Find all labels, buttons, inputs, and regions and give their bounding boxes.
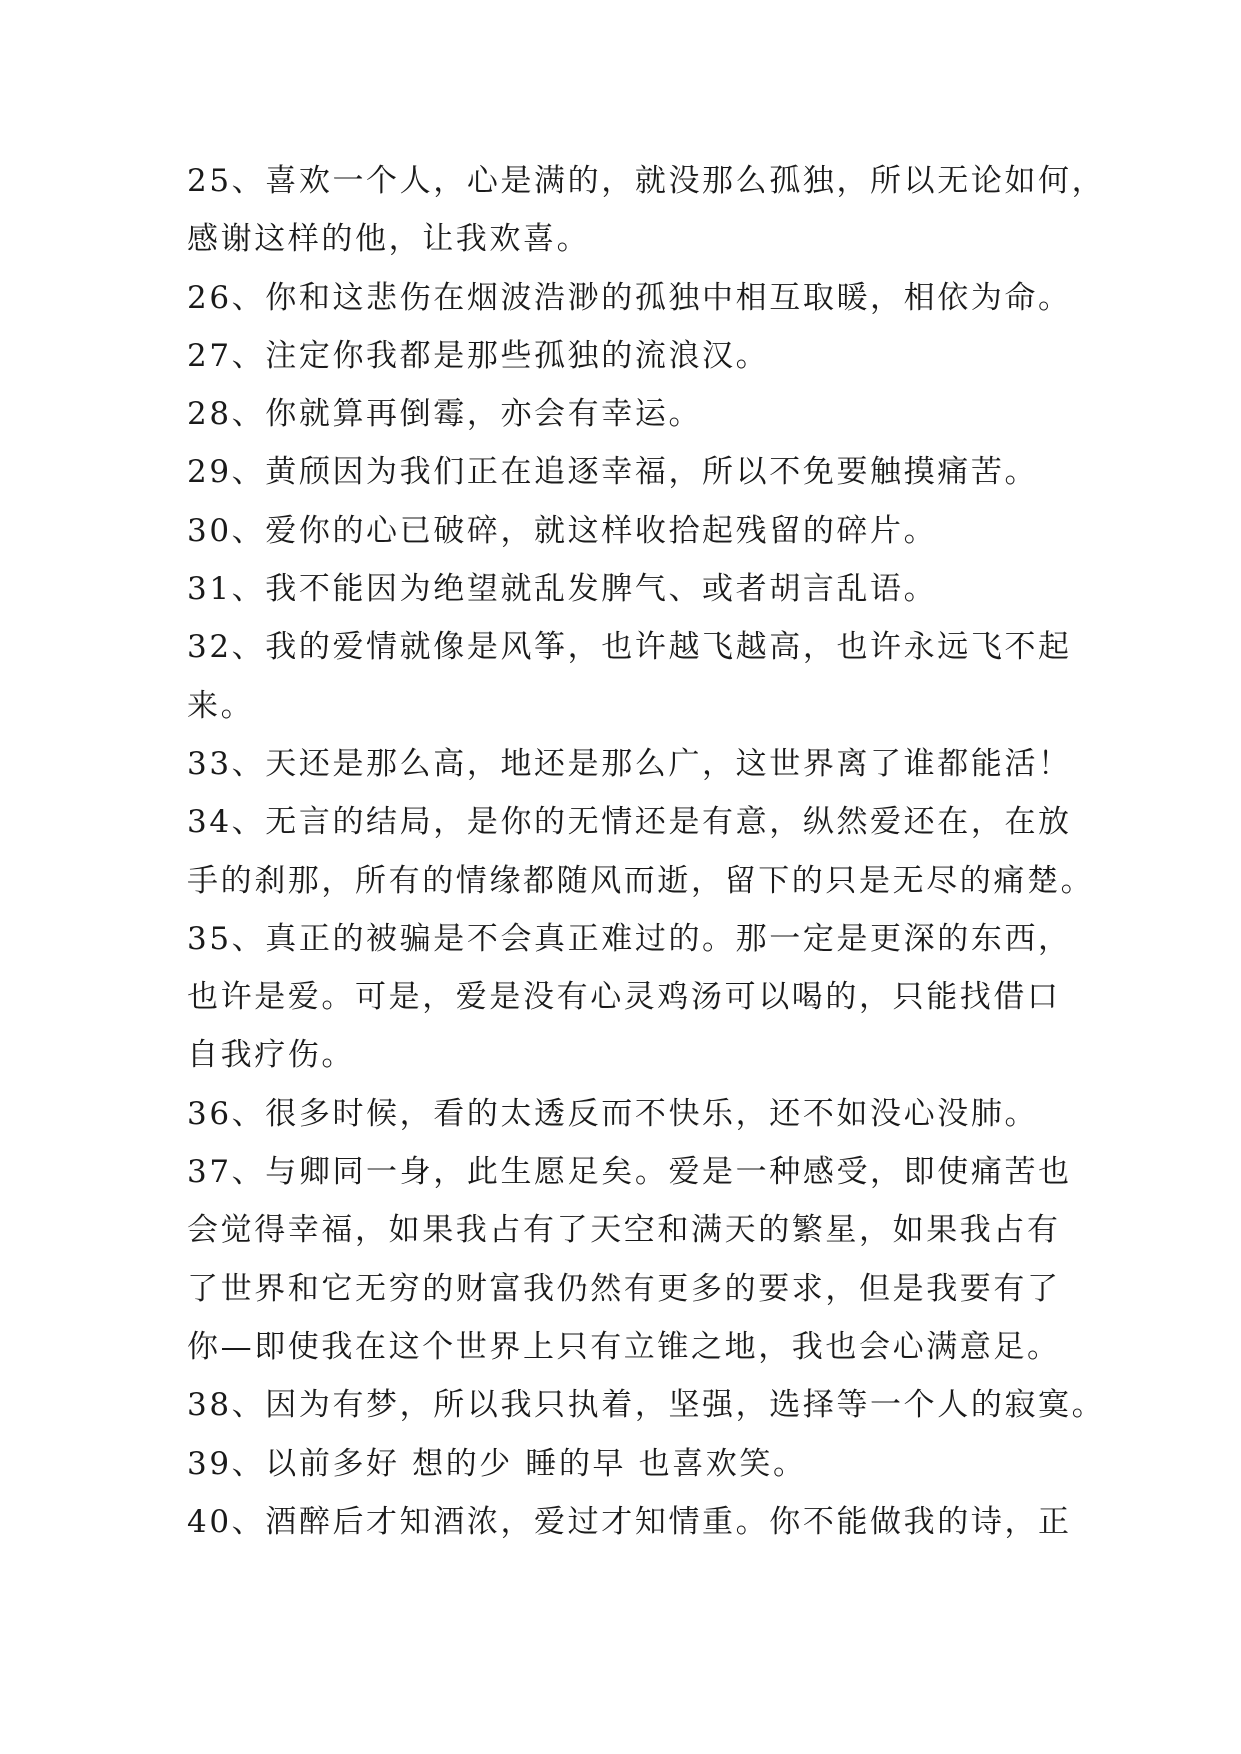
text-line: 你—即使我在这个世界上只有立锥之地，我也会心满意足。: [187, 1328, 1061, 1365]
text-line: 27、注定你我都是那些孤独的流浪汉。: [187, 337, 770, 374]
text-line: 了世界和它无穷的财富我仍然有更多的要求，但是我要有了: [187, 1270, 1061, 1307]
text-line: 来。: [187, 687, 255, 724]
text-line: 33、天还是那么高，地还是那么广，这世界离了谁都能活！: [187, 745, 1072, 782]
text-line: 26、你和这悲伤在烟波浩渺的孤独中相互取暖，相依为命。: [187, 279, 1072, 316]
text-line: 31、我不能因为绝望就乱发脾气、或者胡言乱语。: [187, 571, 938, 608]
text-line: 34、无言的结局，是你的无情还是有意，纵然爱还在，在放: [187, 804, 1072, 841]
text-line: 手的刹那，所有的情缘都随风而逝，留下的只是无尽的痛楚。: [187, 862, 1095, 899]
text-line: 30、爱你的心已破碎，就这样收拾起残留的碎片。: [187, 512, 938, 549]
text-line: 35、真正的被骗是不会真正难过的。那一定是更深的东西，: [187, 920, 1072, 957]
text-line: 自我疗伤。: [187, 1037, 355, 1074]
text-line: 40、酒醉后才知酒浓，爱过才知情重。你不能做我的诗，正: [187, 1503, 1072, 1540]
text-line: 36、很多时候，看的太透反而不快乐，还不如没心没肺。: [187, 1095, 1039, 1132]
text-line: 32、我的爱情就像是风筝，也许越飞越高，也许永远飞不起: [187, 629, 1072, 666]
text-line: 39、以前多好 想的少 睡的早 也喜欢笑。: [187, 1445, 807, 1482]
document-body: [187, 152, 1106, 1551]
text-line: 25、喜欢一个人，心是满的，就没那么孤独，所以无论如何，: [187, 163, 1106, 199]
text-line: 28、你就算再倒霉，亦会有幸运。: [187, 396, 703, 433]
text-line: 29、黄颀因为我们正在追逐幸福，所以不免要触摸痛苦。: [187, 454, 1039, 491]
text-line: 也许是爱。可是，爱是没有心灵鸡汤可以喝的，只能找借口: [187, 979, 1061, 1016]
text-line: 感谢这样的他，让我欢喜。: [187, 221, 591, 258]
text-line: 38、因为有梦，所以我只执着，坚强，选择等一个人的寂寞。: [187, 1387, 1106, 1424]
text-line: 会觉得幸福，如果我占有了天空和满天的繁星，如果我占有: [187, 1212, 1061, 1249]
text-line: 37、与卿同一身，此生愿足矣。爱是一种感受，即使痛苦也: [187, 1154, 1072, 1191]
